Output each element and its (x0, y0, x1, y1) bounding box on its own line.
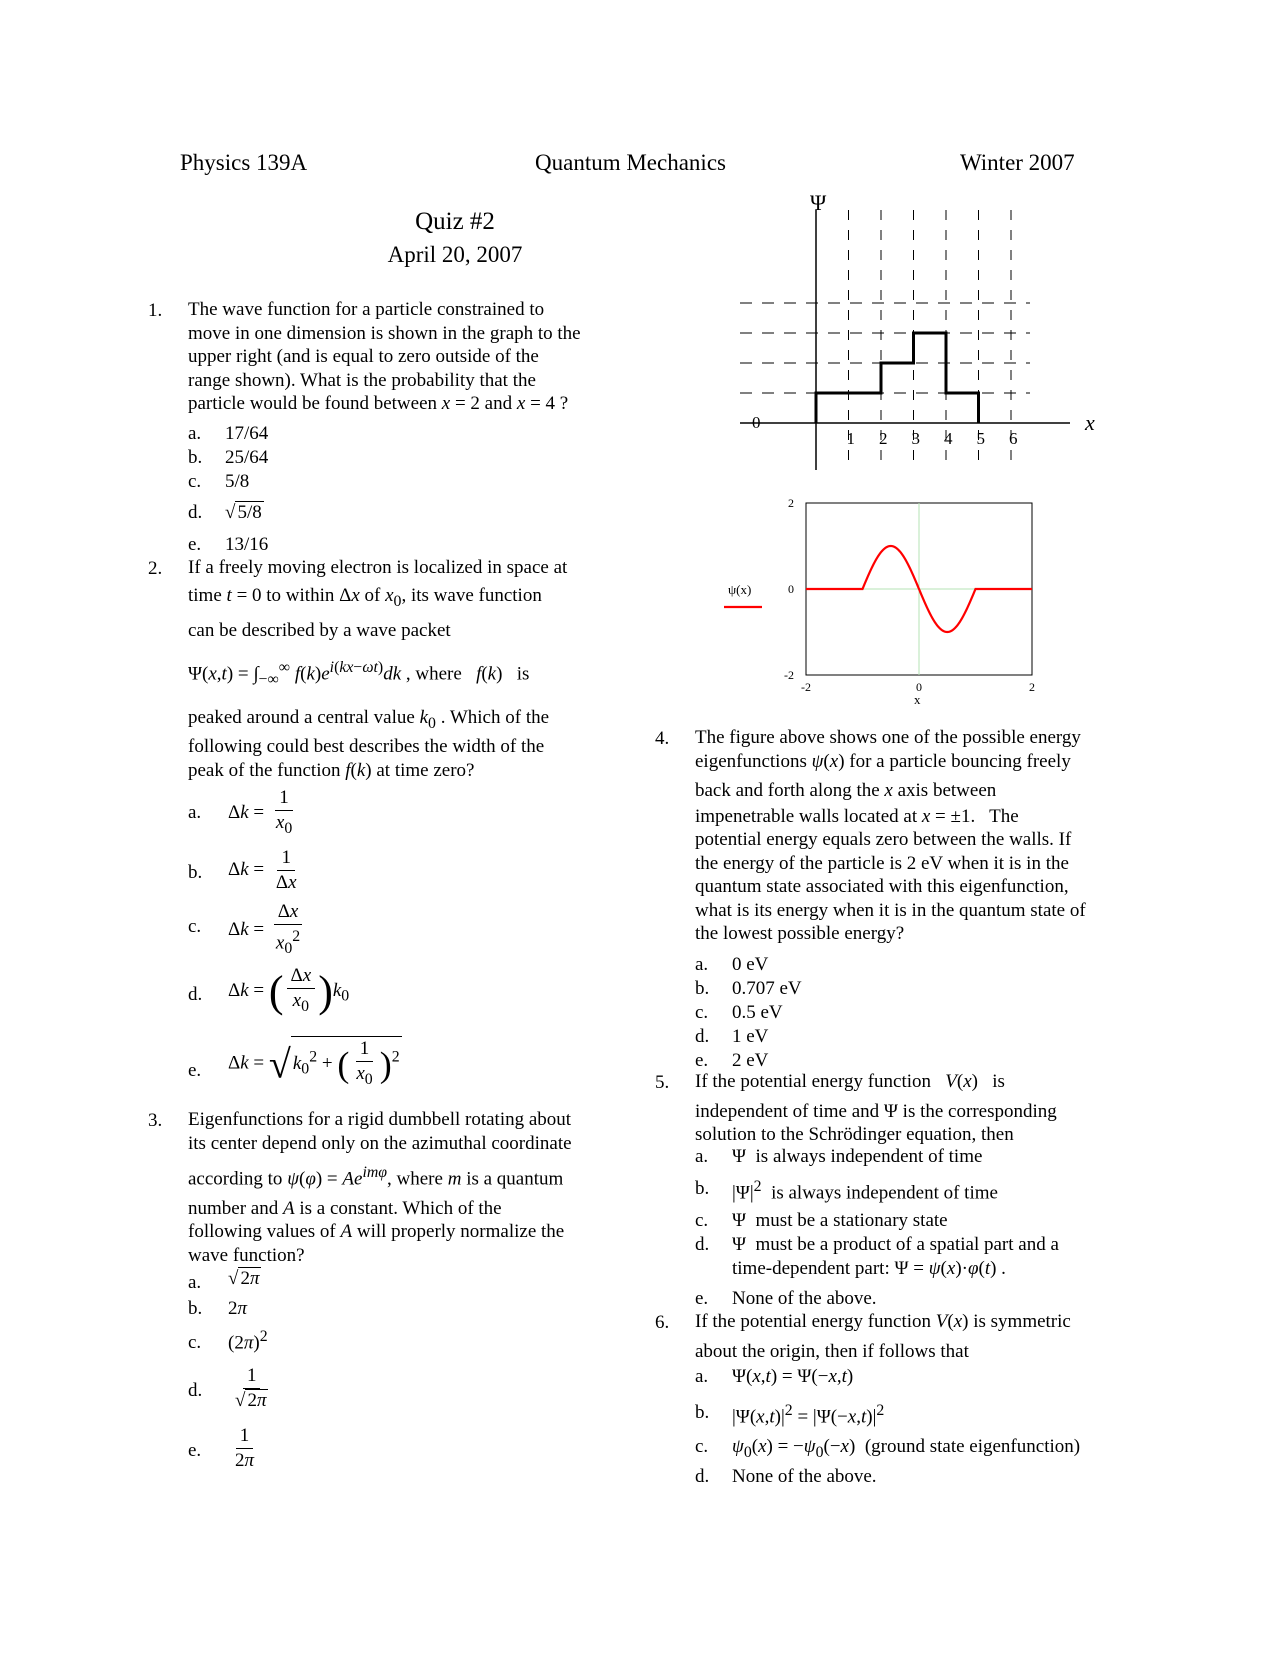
step-graph-x-label: x (1085, 410, 1095, 435)
eigenfunction-plot (720, 490, 1040, 705)
step-graph-ticks (847, 429, 1018, 448)
step-tick-label: 2 (879, 429, 888, 448)
step-tick-label: 1 (846, 429, 855, 448)
quiz-title: Quiz #2 (415, 208, 495, 235)
q1-number: 1. (148, 300, 163, 321)
plot-xtick-label: 2 (1029, 680, 1035, 694)
q1-text: The wave function for a particle constrained to move in one dimension is shown in the graph to the upper right (and is equal to zero outside of the range shown). What is the probability that the particle would be found between x = 2 and x = 4 ? (188, 299, 581, 414)
plot-x-label: x (914, 692, 921, 705)
quiz-date: April 20, 2007 (387, 242, 523, 267)
step-graph-origin: 0 (752, 413, 761, 432)
term: Winter 2007 (960, 150, 1075, 175)
plot-ytick-label: 2 (788, 496, 794, 510)
q4-text: The figure above shows one of the possible energy eigenfunctions ψ(x) for a particle bouncing freely back and forth along the x axis between impenetrable walls located at x = ±1. The potential energy equals zero between the walls. If the energy of the particle is 2 eV when it is in the quantum state associated with this eigenfunction, what is its energy when it is in the quantum state of the lowest possible energy? (695, 727, 1086, 944)
q2-text: If a freely moving electron is localized in space at time t = 0 to within Δx of $x_0$, its wave function can be described by a wave packet $\Psi(x,t) = \int_{-\infty}^\infty$ $f(k)e^{i(kx-\omega t)}dk$ , where f(k) is peaked around a central value $k_0$ . Which of the following could best describes the width of the peak of the function f(k) at time zero? (188, 557, 568, 781)
q4-number: 4. (655, 728, 670, 749)
step-tick-label: 6 (1009, 429, 1018, 448)
plot-xtick-label: -2 (801, 680, 811, 694)
step-graph-y-label: Ψ (810, 190, 827, 215)
q3-text: Eigenfunctions for a rigid dumbbell rotating about its center depend only on the azimuthal coordinate according to $\psi(\varphi) = Ae^{im\varphi}$, where m is a quantum number and A is a constant. Which of the following values of A will properly normalize the wave function? (188, 1109, 572, 1266)
plot-xtick-label: 0 (916, 680, 922, 694)
q5-number: 5. (655, 1072, 670, 1093)
step-tick-label: 5 (976, 429, 985, 448)
step-wavefunction-graph (740, 190, 1110, 480)
q6-number: 6. (655, 1312, 670, 1333)
plot-ytick-label: 0 (788, 582, 794, 596)
q2-number: 2. (148, 558, 163, 579)
course-subject: Quantum Mechanics (535, 150, 726, 175)
q3-number: 3. (148, 1110, 163, 1131)
q5-text: If the potential energy function V(x) is independent of time and Ψ is the corresponding solution to the Schrödinger equation, then (695, 1071, 1057, 1145)
q6-text: If the potential energy function V(x) is symmetric about the origin, then if follows that (695, 1311, 1071, 1362)
step-tick-label: 4 (944, 429, 953, 448)
step-tick-label: 3 (911, 429, 920, 448)
course-name: Physics 139A (180, 150, 308, 175)
plot-ytick-label: -2 (784, 668, 794, 682)
step-graph-wavefunction (816, 333, 979, 423)
plot-y-label: ψ(x) (728, 582, 752, 597)
